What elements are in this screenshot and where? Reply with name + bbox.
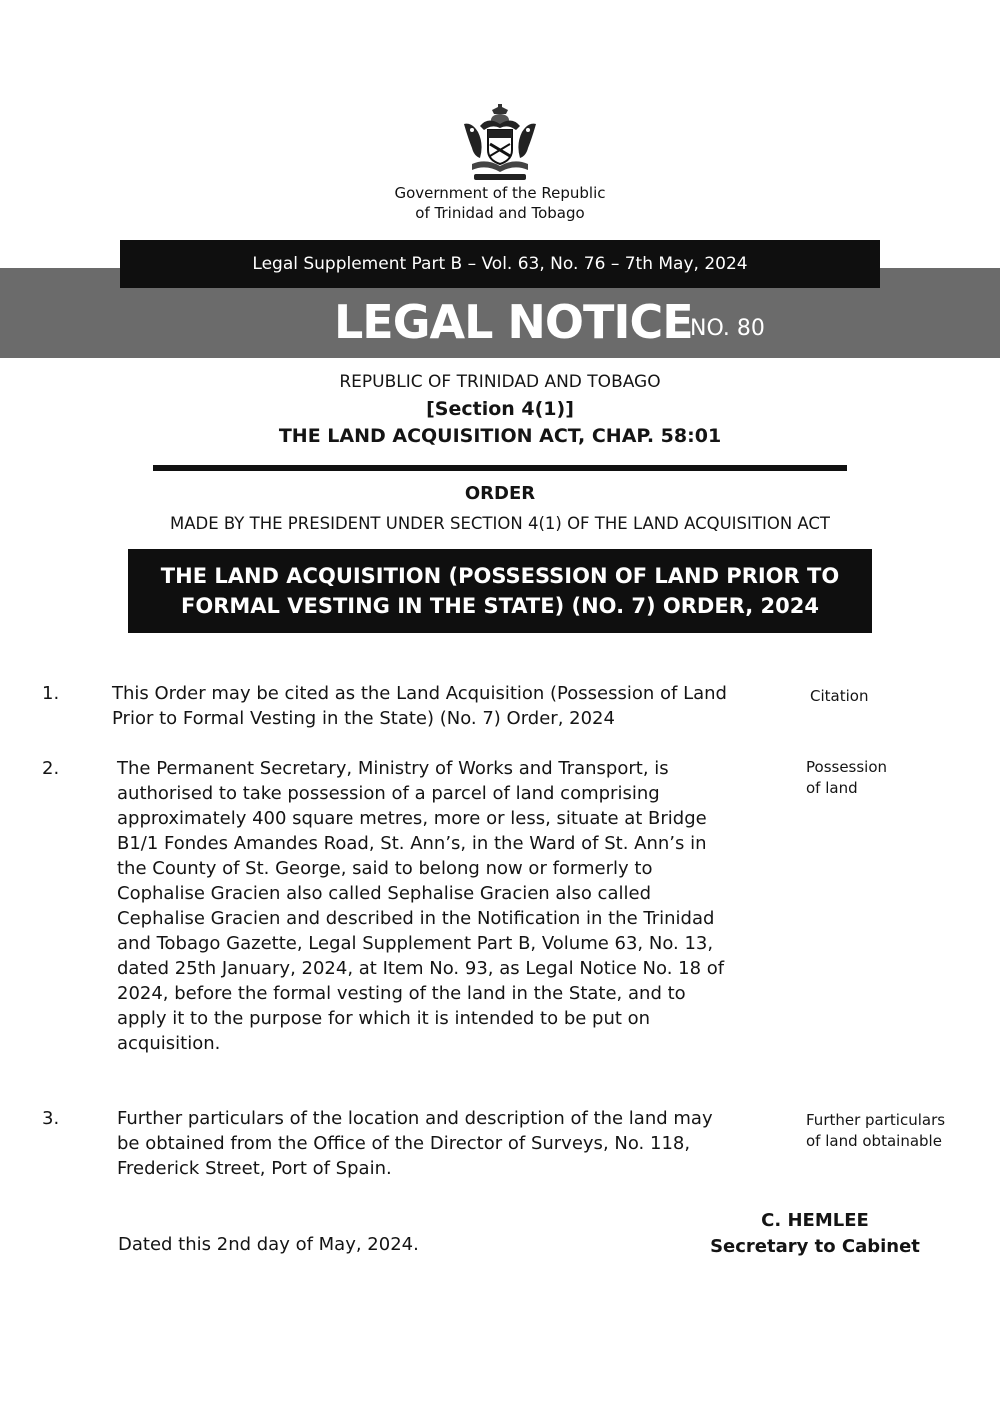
paragraph-line: authorised to take possession of a parcel of land comprising bbox=[117, 783, 660, 804]
paragraph-line: Cophalise Gracien also called Sephalise Gracien also called bbox=[117, 883, 651, 904]
margin-note-line: of land obtainable bbox=[806, 1132, 942, 1150]
paragraph-number: 3. bbox=[42, 1108, 60, 1129]
coat-of-arms-icon bbox=[458, 104, 542, 182]
margin-note-line: Citation bbox=[810, 687, 869, 705]
paragraph-line: approximately 400 square metres, more or less, situate at Bridge bbox=[117, 808, 707, 829]
paragraph-3-text bbox=[117, 1106, 713, 1181]
order-title-box bbox=[128, 549, 872, 633]
margin-note-line: of land bbox=[806, 779, 858, 797]
paragraph-line: apply it to the purpose for which it is intended to be put on bbox=[117, 1008, 651, 1029]
margin-note-line: Further particulars bbox=[806, 1111, 946, 1129]
supplement-banner: Legal Supplement Part B – Vol. 63, No. 76 – 7th May, 2024 bbox=[120, 240, 880, 288]
margin-note-further-particulars bbox=[806, 1110, 945, 1152]
paragraph-line: Prior to Formal Vesting in the State) (No. 7) Order, 2024 bbox=[112, 708, 615, 729]
paragraph-number: 2. bbox=[42, 758, 60, 779]
paragraph-line: Further particulars of the location and description of the land may bbox=[117, 1108, 713, 1129]
paragraph-line: This Order may be cited as the Land Acquisition (Possession of Land bbox=[112, 683, 727, 704]
signer-title: Secretary to Cabinet bbox=[710, 1236, 920, 1257]
paragraph-line: dated 25th January, 2024, at Item No. 93, as Legal Notice No. 18 of bbox=[117, 958, 725, 979]
paragraph-line: acquisition. bbox=[117, 1033, 221, 1054]
margin-note-line: Possession bbox=[806, 758, 888, 776]
signer-name: C. HEMLEE bbox=[761, 1210, 869, 1231]
paragraph-line: Cephalise Gracien and described in the Notification in the Trinidad bbox=[117, 908, 715, 929]
paragraph-line: B1/1 Fondes Amandes Road, St. Ann’s, in the Ward of St. Ann’s in bbox=[117, 833, 707, 854]
government-name-line-2: of Trinidad and Tobago bbox=[415, 204, 585, 222]
signature-block bbox=[700, 1208, 930, 1260]
paragraph-line: the County of St. George, said to belong now or formerly to bbox=[117, 858, 653, 879]
notice-number: NO. 80 bbox=[690, 316, 765, 341]
paragraph-line: and Tobago Gazette, Legal Supplement Part B, Volume 63, No. 13, bbox=[117, 933, 714, 954]
divider bbox=[153, 465, 847, 471]
paragraph-line: be obtained from the Office of the Director of Surveys, No. 118, bbox=[117, 1133, 691, 1154]
republic-heading: REPUBLIC OF TRINIDAD AND TOBAGO bbox=[339, 372, 661, 392]
paragraph-2-text bbox=[117, 756, 724, 1056]
order-title-line-1: THE LAND ACQUISITION (POSSESSION OF LAND PRIOR TO bbox=[160, 564, 840, 588]
margin-note-citation bbox=[810, 686, 868, 707]
paragraph-line: 2024, before the formal vesting of the land in the State, and to bbox=[117, 983, 686, 1004]
paragraph-number: 1. bbox=[42, 683, 60, 704]
section-reference: [Section 4(1)] bbox=[426, 398, 574, 420]
act-heading: THE LAND ACQUISITION ACT, CHAP. 58:01 bbox=[278, 425, 722, 447]
order-title-line-2: FORMAL VESTING IN THE STATE) (NO. 7) ORDER, 2024 bbox=[181, 594, 819, 618]
margin-note-possession bbox=[806, 757, 887, 799]
paragraph-line: Frederick Street, Port of Spain. bbox=[117, 1158, 392, 1179]
paragraph-1-text bbox=[112, 681, 727, 731]
government-name-line-1: Government of the Republic bbox=[394, 184, 606, 202]
paragraph-line: The Permanent Secretary, Ministry of Works and Transport, is bbox=[117, 758, 669, 779]
order-heading: ORDER bbox=[464, 483, 536, 504]
made-by-line: MADE BY THE PRESIDENT UNDER SECTION 4(1) OF THE LAND ACQUISITION ACT bbox=[169, 514, 831, 533]
dated-line: Dated this 2nd day of May, 2024. bbox=[118, 1234, 419, 1255]
legal-notice-title: LEGAL NOTICE bbox=[334, 295, 693, 349]
